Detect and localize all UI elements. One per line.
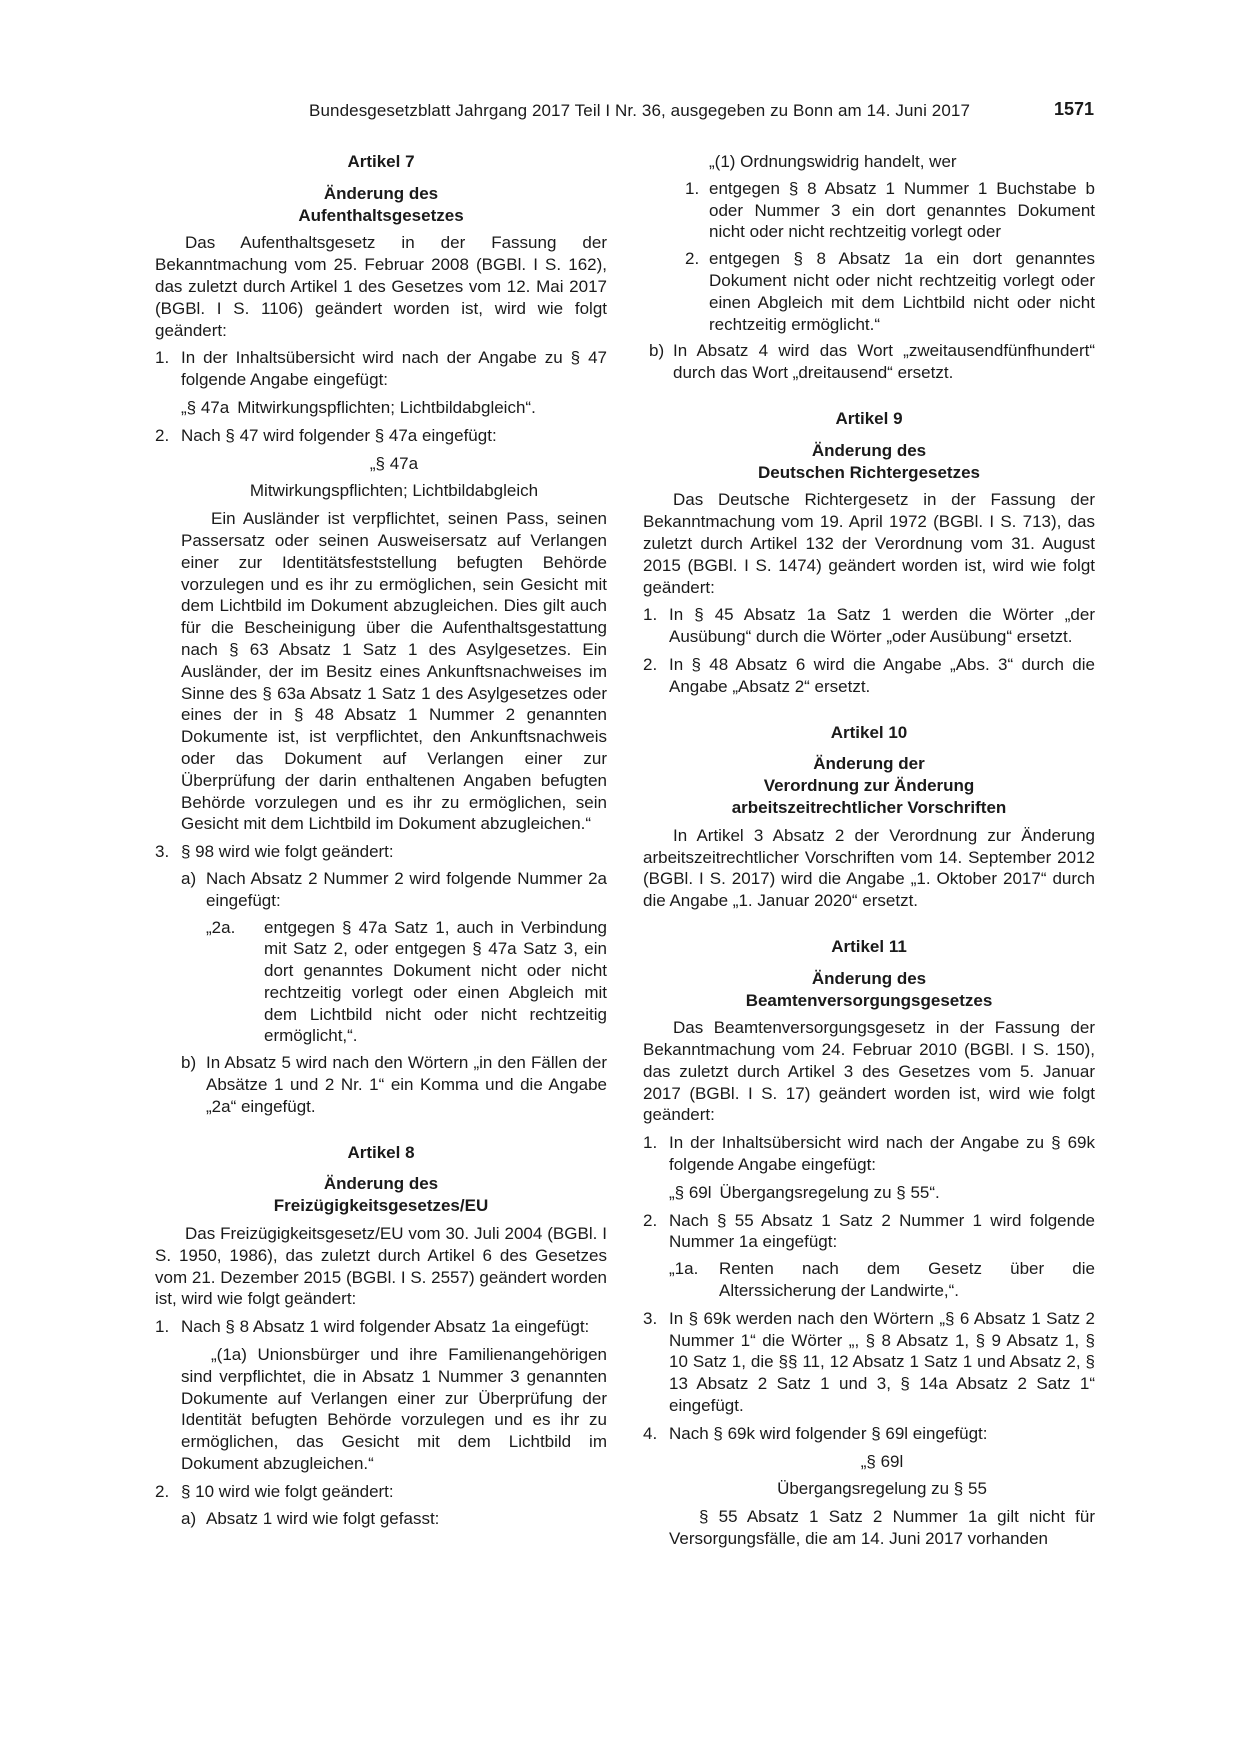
- quoted-item-text: entgegen § 8 Absatz 1a ein dort genanntes Dokument nicht oder nicht rechtzeitig vorlegt oder einen Abgleich mit dem Lichtbild nicht oder nicht rechtzeitig ermöglicht.“: [709, 249, 1095, 334]
- article-7-subtitle-1: Änderung des: [323, 183, 439, 203]
- paragraph-heading-title: Übergangsregelung zu § 55: [777, 1479, 987, 1499]
- paragraph-heading: „§ 47a: [369, 453, 419, 473]
- list-item: [643, 1423, 1095, 1445]
- header-text: Bundesgesetzblatt Jahrgang 2017 Teil I Nr. 36, ausgegeben zu Bonn am 14. Juni 2017: [309, 101, 970, 120]
- quoted-item-text: entgegen § 8 Absatz 1 Nummer 1 Buchstabe b oder Nummer 3 ein dort genanntes Dokument nicht oder nicht rechtzeitig vorlegt oder: [709, 178, 1095, 242]
- article-9-subtitle-2: Deutschen Richtergesetzes: [757, 462, 981, 482]
- article-10-subtitle-2: Verordnung zur Änderung: [763, 776, 975, 796]
- item-text: In § 48 Absatz 6 wird die Angabe „Abs. 3“ durch die Angabe „Absatz 2“ ersetzt.: [669, 654, 1095, 696]
- sub-item: [155, 868, 607, 912]
- right-column: [643, 151, 1095, 1550]
- article-9-title: Artikel 9: [835, 408, 903, 428]
- paragraph-heading: „§ 69l: [860, 1451, 904, 1471]
- list-item: [643, 604, 1095, 648]
- item-number: 2.: [155, 425, 170, 445]
- list-item: [155, 425, 607, 447]
- left-column: [155, 151, 607, 1529]
- article-10-title: Artikel 10: [830, 722, 908, 742]
- list-item: [643, 1132, 1095, 1176]
- item-number: 3.: [155, 842, 170, 862]
- item-number: 4.: [643, 1423, 658, 1443]
- quoted-item-number: 1.: [685, 178, 700, 198]
- quoted-item: [643, 178, 1095, 243]
- item-number: 2.: [643, 1210, 658, 1230]
- article-9-intro: Das Deutsche Richtergesetz in der Fassung der Bekanntmachung vom 19. April 1972 (BGBl. I S. 713), das zuletzt durch Artikel 132 der Verordnung vom 31. August 2015 (BGBl. I S. 1474) geändert worden ist, wird wie folgt geändert:: [643, 490, 1095, 597]
- quote-ref: „§ 69l: [669, 1182, 712, 1202]
- list-item: [155, 1316, 607, 1338]
- list-item: [155, 347, 607, 391]
- item-number: 3.: [643, 1308, 658, 1328]
- quoted-item: [643, 248, 1095, 335]
- sub-item-text: Nach Absatz 2 Nummer 2 wird folgende Nummer 2a eingefügt:: [206, 868, 607, 910]
- item-number: 1.: [155, 348, 170, 368]
- article-10-subtitle-3: arbeitszeitrechtlicher Vorschriften: [731, 797, 1007, 817]
- paragraph-heading-title: Mitwirkungspflichten; Lichtbildabgleich: [249, 481, 539, 501]
- article-11-subtitle-1: Änderung des: [811, 968, 927, 988]
- sub-item-text: In Absatz 5 wird nach den Wörtern „in den Fällen der Absätze 1 und 2 Nr. 1“ ein Komma und die Angabe „2a“ eingefügt.: [206, 1053, 607, 1116]
- item-number: 2.: [155, 1481, 170, 1501]
- sub-item-letter: a): [181, 1508, 197, 1528]
- page-header: [150, 99, 1110, 125]
- paragraph-body: Ein Ausländer ist verpflichtet, seinen Pass, seinen Passersatz oder seinen Ausweisersatz auf Verlangen einer zur Identitätsfeststellung befugten Behörde vorzulegen und es ihr zu ermöglichen, sein Gesicht mit dem Lichtbild im Dokument abzugleichen. Dies gilt auch für die Bescheinigung über die Aufenthaltsgestattung nach § 63 Absatz 1 Satz 1 des Asylgesetzes. Ein Ausländer, der im Besitz eines Ankunftsnachweises im Sinne des § 63a Absatz 1 Satz 1 des Asylgesetzes oder eines der in § 48 Absatz 1 Nummer 2 genannten Dokumente ist, ist verpflichtet, den Ankunftsnachweis oder das Dokument auf Verlangen einer zur Überprüfung der darin enthaltenen Angaben befugten Behörde vorzulegen und es ihr zu ermöglichen, sein Gesicht mit dem Lichtbild im Dokument abzugleichen.“: [181, 509, 607, 834]
- sub-item-letter: a): [181, 868, 197, 888]
- item-number: 1.: [643, 1133, 658, 1153]
- quoted-item: [155, 917, 607, 1048]
- paragraph-body: § 55 Absatz 1 Satz 2 Nummer 1a gilt nicht für Versorgungsfälle, die am 14. Juni 2017 vorhanden: [669, 1507, 1095, 1549]
- article-11-subtitle-2: Beamtenversorgungsgesetzes: [745, 990, 993, 1010]
- quoted-item-number: 2.: [685, 249, 700, 269]
- item-text: Nach § 47 wird folgender § 47a eingefügt:: [181, 425, 497, 445]
- quote-title: Übergangsregelung zu § 55“.: [719, 1182, 940, 1202]
- quoted-opening: „(1) Ordnungswidrig handelt, wer: [709, 152, 957, 171]
- article-8-title: Artikel 8: [347, 1142, 415, 1162]
- quote-line: [155, 397, 607, 419]
- list-item: [643, 654, 1095, 698]
- sub-item: [643, 340, 1095, 384]
- article-8-subtitle-1: Änderung des: [323, 1174, 439, 1194]
- article-8-subtitle-2: Freizügigkeitsgesetzes/EU: [273, 1196, 489, 1216]
- article-10-subtitle-1: Änderung der: [813, 754, 925, 774]
- article-9-subtitle-1: Änderung des: [811, 440, 927, 460]
- item-text: In § 45 Absatz 1a Satz 1 werden die Wörter „der Ausübung“ durch die Wörter „oder Ausübung“ ersetzt.: [669, 605, 1095, 647]
- quote-title: Mitwirkungspflichten; Lichtbildabgleich“.: [237, 397, 536, 417]
- item-number: 1.: [155, 1317, 170, 1337]
- article-7-intro: Das Aufenthaltsgesetz in der Fassung der Bekanntmachung vom 25. Februar 2008 (BGBl. I S. 162), das zuletzt durch Artikel 1 des Gesetzes vom 12. Mai 2017 (BGBl. I S. 1106) geändert worden ist, wird wie folgt geändert:: [155, 233, 607, 340]
- quote-line: [643, 1182, 1095, 1204]
- item-text: § 10 wird wie folgt geändert:: [181, 1481, 394, 1501]
- sub-item: [155, 1508, 607, 1530]
- quoted-item-text: Renten nach dem Gesetz über die Alterssicherung der Landwirte,“.: [719, 1259, 1095, 1301]
- page-number: 1571: [1053, 99, 1094, 119]
- item-number: 2.: [643, 654, 658, 674]
- item-text: In der Inhaltsübersicht wird nach der Angabe zu § 69k folgende Angabe eingefügt:: [669, 1133, 1095, 1175]
- quoted-item-text: entgegen § 47a Satz 1, auch in Verbindung mit Satz 2, oder entgegen § 47a Satz 3, ein dort genanntes Dokument nicht oder nicht rechtzeitig vorlegt oder einen Abgleich mit dem Lichtbild nicht oder nicht rechtzeitig ermöglicht,“.: [264, 917, 607, 1046]
- article-11-title: Artikel 11: [831, 936, 907, 956]
- item-number: 1.: [643, 605, 658, 625]
- quoted-item: [643, 1258, 1095, 1302]
- list-item: [643, 1210, 1095, 1254]
- sub-item-text: In Absatz 4 wird das Wort „zweitausendfünfhundert“ durch das Wort „dreitausend“ ersetzt.: [673, 341, 1095, 383]
- quoted-item-number: „2a.: [206, 917, 236, 937]
- list-item: [155, 841, 607, 863]
- item-text: Nach § 55 Absatz 1 Satz 2 Nummer 1 wird folgende Nummer 1a eingefügt:: [669, 1210, 1095, 1252]
- quoted-item-number: „1a.: [669, 1259, 699, 1279]
- item-text: Nach § 8 Absatz 1 wird folgender Absatz 1a eingefügt:: [181, 1317, 590, 1337]
- article-11-intro: Das Beamtenversorgungsgesetz in der Fassung der Bekanntmachung vom 24. Februar 2010 (BGBl. I S. 150), das zuletzt durch Artikel 3 des Gesetzes vom 5. Januar 2017 (BGBl. I S. 17) geändert worden ist, wird wie folgt geändert:: [643, 1018, 1095, 1125]
- article-10-intro: In Artikel 3 Absatz 2 der Verordnung zur Änderung arbeitszeitrechtlicher Vorschriften vom 14. September 2012 (BGBl. I S. 2017) wird die Angabe „1. Oktober 2017“ durch die Angabe „1. Januar 2020“ ersetzt.: [643, 825, 1095, 911]
- item-text: Nach § 69k wird folgender § 69l eingefügt:: [669, 1423, 988, 1443]
- sub-item-letter: b): [649, 341, 665, 361]
- sub-item-letter: b): [181, 1053, 197, 1073]
- article-7-title: Artikel 7: [347, 152, 415, 171]
- quoted-paragraph: „(1a) Unionsbürger und ihre Familienangehörigen sind verpflichtet, die in Absatz 1 Nummer 3 genannten Dokumente auf Verlangen einer zur Überprüfung der Identität befugten Behörde vorzulegen und es ihr zu ermöglichen, das Gesicht mit dem Lichtbild im Dokument abzugleichen.“: [181, 1345, 607, 1474]
- quote-ref: „§ 47a: [181, 397, 230, 417]
- item-text: § 98 wird wie folgt geändert:: [181, 842, 394, 862]
- sub-item-text: Absatz 1 wird wie folgt gefasst:: [206, 1508, 440, 1528]
- item-text: In § 69k werden nach den Wörtern „§ 6 Absatz 1 Satz 2 Nummer 1“ die Wörter „, § 8 Absatz 1, § 9 Absatz 1, § 10 Satz 1, die §§ 11, 12 Absatz 1 Satz 1 und Absatz 2, § 13 Absatz 2 Satz 1 und 3, § 14a Absatz 2 Satz 1“ eingefügt.: [669, 1308, 1095, 1416]
- sub-item: [155, 1052, 607, 1117]
- article-7-subtitle-2: Aufenthaltsgesetzes: [298, 205, 464, 225]
- list-item: [155, 1481, 607, 1503]
- list-item: [643, 1308, 1095, 1417]
- article-8-intro: Das Freizügigkeitsgesetz/EU vom 30. Juli 2004 (BGBl. I S. 1950, 1986), das zuletzt durch Artikel 6 des Gesetzes vom 21. Dezember 2015 (BGBl. I S. 2557) geändert worden ist, wird wie folgt geändert:: [155, 1224, 607, 1309]
- item-text: In der Inhaltsübersicht wird nach der Angabe zu § 47 folgende Angabe eingefügt:: [181, 348, 607, 390]
